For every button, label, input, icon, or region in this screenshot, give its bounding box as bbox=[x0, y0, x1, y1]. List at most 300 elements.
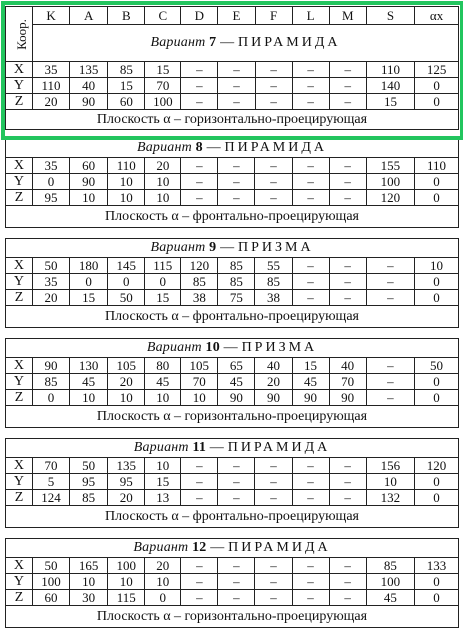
value-cell: 50 bbox=[70, 458, 108, 474]
coord-label: Z bbox=[6, 290, 33, 306]
value-cell: 10 bbox=[70, 390, 108, 406]
value-cell: 0 bbox=[414, 474, 458, 490]
coord-label: X bbox=[6, 458, 33, 474]
value-cell: 40 bbox=[329, 358, 366, 374]
value-cell: 30 bbox=[70, 590, 108, 606]
value-cell: 0 bbox=[145, 274, 181, 290]
value-cell: – bbox=[329, 158, 366, 174]
variant-kind: ПИРАМИДА bbox=[228, 540, 331, 555]
value-cell: – bbox=[181, 458, 218, 474]
value-cell: 10 bbox=[108, 390, 145, 406]
coord-row-z bbox=[6, 590, 459, 606]
variant-number: 11 bbox=[192, 440, 207, 455]
value-cell: 60 bbox=[70, 158, 108, 174]
variant-title bbox=[6, 139, 459, 158]
value-cell: 85 bbox=[70, 490, 108, 506]
coord-row-x bbox=[6, 62, 459, 78]
value-cell: 85 bbox=[32, 374, 69, 390]
value-cell: – bbox=[181, 558, 218, 574]
value-cell: 15 bbox=[145, 62, 181, 78]
value-cell: – bbox=[292, 258, 329, 274]
value-cell: 50 bbox=[32, 558, 69, 574]
value-cell: – bbox=[218, 458, 255, 474]
value-cell: 20 bbox=[108, 374, 145, 390]
variant-number: 12 bbox=[192, 540, 207, 555]
column-header: C bbox=[145, 7, 181, 25]
coord-label: X bbox=[6, 258, 33, 274]
coord-label: Y bbox=[6, 574, 33, 590]
value-cell: 0 bbox=[32, 390, 69, 406]
value-cell: 100 bbox=[145, 94, 181, 110]
variant-table-10 bbox=[5, 338, 459, 428]
korr-header bbox=[6, 7, 33, 62]
column-header: S bbox=[366, 7, 414, 25]
value-cell: – bbox=[329, 174, 366, 190]
variant-prefix: Вариант bbox=[133, 440, 189, 455]
value-cell: 10 bbox=[145, 574, 181, 590]
value-cell: 40 bbox=[70, 78, 108, 94]
value-cell: 20 bbox=[32, 290, 69, 306]
plane-description: Плоскость α – фронтально-проецирующая bbox=[6, 306, 459, 328]
value-cell: 90 bbox=[292, 390, 329, 406]
value-cell: – bbox=[329, 590, 366, 606]
value-cell: 90 bbox=[70, 174, 108, 190]
value-cell: 10 bbox=[366, 474, 414, 490]
value-cell: – bbox=[255, 94, 292, 110]
coord-label: Y bbox=[6, 174, 33, 190]
value-cell: – bbox=[255, 62, 292, 78]
value-cell: 155 bbox=[366, 158, 414, 174]
value-cell: 85 bbox=[108, 62, 145, 78]
value-cell: 70 bbox=[181, 374, 218, 390]
column-header: B bbox=[108, 7, 145, 25]
value-cell: – bbox=[329, 558, 366, 574]
value-cell: 10 bbox=[145, 458, 181, 474]
value-cell: 10 bbox=[70, 574, 108, 590]
column-header: D bbox=[181, 7, 218, 25]
value-cell: 0 bbox=[414, 390, 458, 406]
value-cell: – bbox=[181, 590, 218, 606]
value-cell: 115 bbox=[145, 258, 181, 274]
variant-dash: — bbox=[209, 440, 224, 455]
value-cell: 85 bbox=[255, 274, 292, 290]
value-cell: 0 bbox=[415, 190, 459, 206]
variant-dash: — bbox=[210, 540, 225, 555]
value-cell: 65 bbox=[218, 358, 255, 374]
value-cell: 85 bbox=[218, 258, 255, 274]
value-cell: 75 bbox=[218, 290, 255, 306]
value-cell: 20 bbox=[108, 490, 145, 506]
value-cell: – bbox=[329, 190, 366, 206]
value-cell: – bbox=[181, 474, 218, 490]
value-cell: 40 bbox=[255, 358, 292, 374]
value-cell: 55 bbox=[255, 258, 292, 274]
value-cell: 100 bbox=[366, 574, 414, 590]
value-cell: – bbox=[292, 158, 329, 174]
value-cell: – bbox=[181, 62, 218, 78]
value-cell: 0 bbox=[414, 490, 458, 506]
value-cell: – bbox=[218, 158, 255, 174]
value-cell: 35 bbox=[32, 274, 69, 290]
value-cell: – bbox=[181, 158, 218, 174]
coord-label: Z bbox=[6, 390, 33, 406]
value-cell: 90 bbox=[218, 390, 255, 406]
value-cell: – bbox=[292, 78, 329, 94]
variant-title bbox=[6, 439, 459, 458]
value-cell: – bbox=[181, 78, 218, 94]
variant-title bbox=[6, 339, 459, 358]
value-cell: – bbox=[181, 574, 218, 590]
variant-table-7 bbox=[5, 6, 459, 130]
value-cell: – bbox=[329, 458, 366, 474]
column-header: M bbox=[329, 7, 366, 25]
plane-row bbox=[6, 110, 459, 130]
value-cell: – bbox=[255, 558, 292, 574]
plane-description: Плоскость α – горизонтально-проецирующая bbox=[6, 110, 459, 130]
value-cell: 110 bbox=[32, 78, 69, 94]
coord-label: X bbox=[6, 62, 33, 78]
value-cell: 132 bbox=[366, 490, 414, 506]
value-cell: 38 bbox=[255, 290, 292, 306]
value-cell: 90 bbox=[70, 94, 108, 110]
value-cell: – bbox=[292, 574, 329, 590]
title-row bbox=[6, 139, 459, 158]
coord-label: Y bbox=[6, 474, 33, 490]
value-cell: 120 bbox=[414, 458, 458, 474]
value-cell: 110 bbox=[108, 158, 145, 174]
coord-row-y bbox=[6, 174, 459, 190]
variant-table-8 bbox=[5, 138, 459, 228]
variant-number: 9 bbox=[209, 240, 217, 255]
coord-row-y bbox=[6, 374, 459, 390]
value-cell: 15 bbox=[145, 474, 181, 490]
value-cell: – bbox=[255, 190, 292, 206]
variant-kind: ПРИЗМА bbox=[237, 240, 314, 255]
value-cell: 10 bbox=[145, 190, 181, 206]
coord-row-x bbox=[6, 158, 459, 174]
value-cell: 115 bbox=[108, 590, 145, 606]
column-header: K bbox=[32, 7, 69, 25]
value-cell: 45 bbox=[218, 374, 255, 390]
value-cell: 110 bbox=[366, 62, 414, 78]
value-cell: – bbox=[292, 490, 329, 506]
value-cell: – bbox=[218, 474, 255, 490]
value-cell: 124 bbox=[32, 490, 69, 506]
variant-number: 8 bbox=[195, 140, 203, 155]
coord-row-z bbox=[6, 490, 459, 506]
value-cell: – bbox=[255, 158, 292, 174]
coord-row-y bbox=[6, 474, 459, 490]
coord-row-x bbox=[6, 358, 459, 374]
value-cell: – bbox=[366, 358, 414, 374]
value-cell: 20 bbox=[32, 94, 69, 110]
value-cell: 135 bbox=[108, 458, 145, 474]
value-cell: – bbox=[292, 590, 329, 606]
title-row bbox=[6, 439, 459, 458]
plane-description: Плоскость α – фронтально-проецирующая bbox=[6, 206, 459, 228]
value-cell: 10 bbox=[108, 190, 145, 206]
value-cell: 20 bbox=[145, 158, 181, 174]
variant-table-9 bbox=[5, 238, 459, 328]
coord-row-y bbox=[6, 78, 459, 94]
variant-kind: ПИРАМИДА bbox=[224, 140, 328, 155]
value-cell: 50 bbox=[108, 290, 145, 306]
coord-row-y bbox=[6, 274, 459, 290]
value-cell: 95 bbox=[70, 474, 108, 490]
value-cell: 100 bbox=[108, 558, 145, 574]
title-row bbox=[6, 339, 459, 358]
value-cell: – bbox=[366, 390, 414, 406]
variant-prefix: Вариант bbox=[150, 35, 206, 50]
coord-label: Y bbox=[6, 78, 33, 94]
value-cell: – bbox=[292, 190, 329, 206]
variant-prefix: Вариант bbox=[146, 340, 202, 355]
variant-prefix: Вариант bbox=[136, 140, 192, 155]
value-cell: 105 bbox=[108, 358, 145, 374]
variant-kind: ПРИЗМА bbox=[241, 340, 318, 355]
value-cell: 0 bbox=[414, 574, 458, 590]
value-cell: 0 bbox=[108, 274, 145, 290]
value-cell: 10 bbox=[145, 174, 181, 190]
value-cell: 105 bbox=[181, 358, 218, 374]
value-cell: – bbox=[218, 62, 255, 78]
coord-row-x bbox=[6, 558, 459, 574]
value-cell: 45 bbox=[145, 374, 181, 390]
coord-row-x bbox=[6, 458, 459, 474]
plane-row bbox=[6, 306, 459, 328]
variant-kind: ПИРАМИДА bbox=[237, 35, 341, 50]
value-cell: 5 bbox=[32, 474, 69, 490]
value-cell: 156 bbox=[366, 458, 414, 474]
value-cell: 70 bbox=[329, 374, 366, 390]
value-cell: – bbox=[292, 62, 329, 78]
value-cell: 70 bbox=[32, 458, 69, 474]
value-cell: – bbox=[366, 290, 414, 306]
coord-label: Y bbox=[6, 374, 33, 390]
value-cell: 120 bbox=[181, 258, 218, 274]
value-cell: 10 bbox=[414, 258, 458, 274]
value-cell: 0 bbox=[415, 94, 459, 110]
coord-row-z bbox=[6, 390, 459, 406]
value-cell: – bbox=[255, 174, 292, 190]
korr-header-label: Коор. bbox=[13, 18, 29, 50]
coord-row-z bbox=[6, 190, 459, 206]
value-cell: 133 bbox=[414, 558, 458, 574]
value-cell: 0 bbox=[415, 78, 459, 94]
variant-title bbox=[6, 539, 459, 558]
value-cell: – bbox=[255, 474, 292, 490]
variant-table-11 bbox=[5, 438, 459, 528]
value-cell: 95 bbox=[108, 474, 145, 490]
coord-label: Z bbox=[6, 490, 33, 506]
value-cell: – bbox=[366, 274, 414, 290]
value-cell: – bbox=[329, 94, 366, 110]
value-cell: 45 bbox=[292, 374, 329, 390]
value-cell: – bbox=[218, 590, 255, 606]
value-cell: – bbox=[366, 258, 414, 274]
value-cell: – bbox=[255, 590, 292, 606]
variant-number: 10 bbox=[205, 340, 220, 355]
value-cell: – bbox=[292, 274, 329, 290]
plane-description: Плоскость α – горизонтально-проецирующая bbox=[6, 606, 459, 628]
title-row bbox=[6, 239, 459, 258]
value-cell: 35 bbox=[32, 62, 69, 78]
title-row bbox=[6, 539, 459, 558]
value-cell: – bbox=[292, 558, 329, 574]
value-cell: 60 bbox=[32, 590, 69, 606]
value-cell: 140 bbox=[366, 78, 414, 94]
plane-row bbox=[6, 606, 459, 628]
value-cell: – bbox=[218, 558, 255, 574]
value-cell: 60 bbox=[108, 94, 145, 110]
value-cell: 15 bbox=[366, 94, 414, 110]
coord-label: Z bbox=[6, 94, 33, 110]
column-header: A bbox=[70, 7, 108, 25]
value-cell: – bbox=[329, 62, 366, 78]
value-cell: – bbox=[218, 574, 255, 590]
column-header: αx bbox=[415, 7, 459, 25]
value-cell: – bbox=[181, 94, 218, 110]
value-cell: – bbox=[329, 490, 366, 506]
value-cell: 15 bbox=[108, 78, 145, 94]
coord-label: X bbox=[6, 558, 33, 574]
value-cell: 130 bbox=[70, 358, 108, 374]
value-cell: – bbox=[329, 274, 366, 290]
value-cell: 145 bbox=[108, 258, 145, 274]
variant-dash: — bbox=[220, 35, 235, 50]
variant-prefix: Вариант bbox=[150, 240, 206, 255]
variant-title bbox=[32, 25, 458, 62]
value-cell: 10 bbox=[145, 390, 181, 406]
value-cell: – bbox=[292, 290, 329, 306]
value-cell: 10 bbox=[181, 390, 218, 406]
plane-description: Плоскость α – горизонтально-проецирующая bbox=[6, 406, 459, 428]
variant-prefix: Вариант bbox=[133, 540, 189, 555]
value-cell: 90 bbox=[255, 390, 292, 406]
plane-row bbox=[6, 206, 459, 228]
value-cell: 125 bbox=[415, 62, 459, 78]
value-cell: – bbox=[218, 78, 255, 94]
value-cell: 15 bbox=[145, 290, 181, 306]
variant-table-12 bbox=[5, 538, 459, 628]
value-cell: 80 bbox=[145, 358, 181, 374]
value-cell: 10 bbox=[108, 574, 145, 590]
value-cell: 100 bbox=[366, 174, 414, 190]
value-cell: – bbox=[292, 94, 329, 110]
coord-label: X bbox=[6, 158, 33, 174]
value-cell: 10 bbox=[70, 190, 108, 206]
coord-row-z bbox=[6, 94, 459, 110]
value-cell: 20 bbox=[255, 374, 292, 390]
value-cell: – bbox=[255, 458, 292, 474]
value-cell: – bbox=[292, 458, 329, 474]
variant-title bbox=[6, 239, 459, 258]
plane-description: Плоскость α – фронтально-проецирующая bbox=[6, 506, 459, 528]
value-cell: 0 bbox=[32, 174, 69, 190]
variant-dash: — bbox=[220, 240, 235, 255]
value-cell: 45 bbox=[366, 590, 414, 606]
variant-kind: ПИРАМИДА bbox=[227, 440, 331, 455]
value-cell: 10 bbox=[108, 174, 145, 190]
value-cell: 35 bbox=[32, 158, 69, 174]
value-cell: 50 bbox=[414, 358, 458, 374]
value-cell: 20 bbox=[145, 558, 181, 574]
value-cell: – bbox=[329, 258, 366, 274]
value-cell: 180 bbox=[70, 258, 108, 274]
value-cell: 38 bbox=[181, 290, 218, 306]
value-cell: 165 bbox=[70, 558, 108, 574]
value-cell: 90 bbox=[32, 358, 69, 374]
value-cell: – bbox=[329, 574, 366, 590]
value-cell: 85 bbox=[218, 274, 255, 290]
value-cell: – bbox=[181, 490, 218, 506]
value-cell: 13 bbox=[145, 490, 181, 506]
value-cell: 95 bbox=[32, 190, 69, 206]
value-cell: 85 bbox=[366, 558, 414, 574]
column-header: F bbox=[255, 7, 292, 25]
value-cell: – bbox=[218, 94, 255, 110]
value-cell: 15 bbox=[292, 358, 329, 374]
column-header: L bbox=[292, 7, 329, 25]
value-cell: 50 bbox=[32, 258, 69, 274]
column-header: E bbox=[218, 7, 255, 25]
value-cell: – bbox=[366, 374, 414, 390]
value-cell: 110 bbox=[415, 158, 459, 174]
value-cell: 90 bbox=[329, 390, 366, 406]
plane-row bbox=[6, 406, 459, 428]
value-cell: 135 bbox=[70, 62, 108, 78]
value-cell: – bbox=[218, 190, 255, 206]
value-cell: – bbox=[329, 290, 366, 306]
value-cell: – bbox=[181, 174, 218, 190]
value-cell: 100 bbox=[32, 574, 69, 590]
variant-number: 7 bbox=[209, 35, 217, 50]
value-cell: – bbox=[329, 474, 366, 490]
value-cell: 0 bbox=[414, 590, 458, 606]
value-cell: – bbox=[255, 490, 292, 506]
plane-row bbox=[6, 506, 459, 528]
header-row bbox=[6, 7, 459, 25]
value-cell: – bbox=[255, 574, 292, 590]
value-cell: 0 bbox=[70, 274, 108, 290]
value-cell: – bbox=[292, 474, 329, 490]
value-cell: 70 bbox=[145, 78, 181, 94]
variant-dash: — bbox=[223, 340, 238, 355]
variant-dash: — bbox=[206, 140, 221, 155]
value-cell: – bbox=[329, 78, 366, 94]
value-cell: 0 bbox=[414, 290, 458, 306]
coord-row-x bbox=[6, 258, 459, 274]
value-cell: 120 bbox=[366, 190, 414, 206]
title-row bbox=[6, 25, 459, 62]
value-cell: 0 bbox=[414, 274, 458, 290]
value-cell: – bbox=[255, 78, 292, 94]
value-cell: 45 bbox=[70, 374, 108, 390]
coord-label: Z bbox=[6, 590, 33, 606]
value-cell: – bbox=[218, 174, 255, 190]
value-cell: 0 bbox=[415, 174, 459, 190]
value-cell: 85 bbox=[181, 274, 218, 290]
coord-label: Y bbox=[6, 274, 33, 290]
coord-row-z bbox=[6, 290, 459, 306]
value-cell: 0 bbox=[145, 590, 181, 606]
value-cell: – bbox=[218, 490, 255, 506]
value-cell: – bbox=[181, 190, 218, 206]
coord-row-y bbox=[6, 574, 459, 590]
coord-label: X bbox=[6, 358, 33, 374]
value-cell: 0 bbox=[414, 374, 458, 390]
value-cell: – bbox=[292, 174, 329, 190]
